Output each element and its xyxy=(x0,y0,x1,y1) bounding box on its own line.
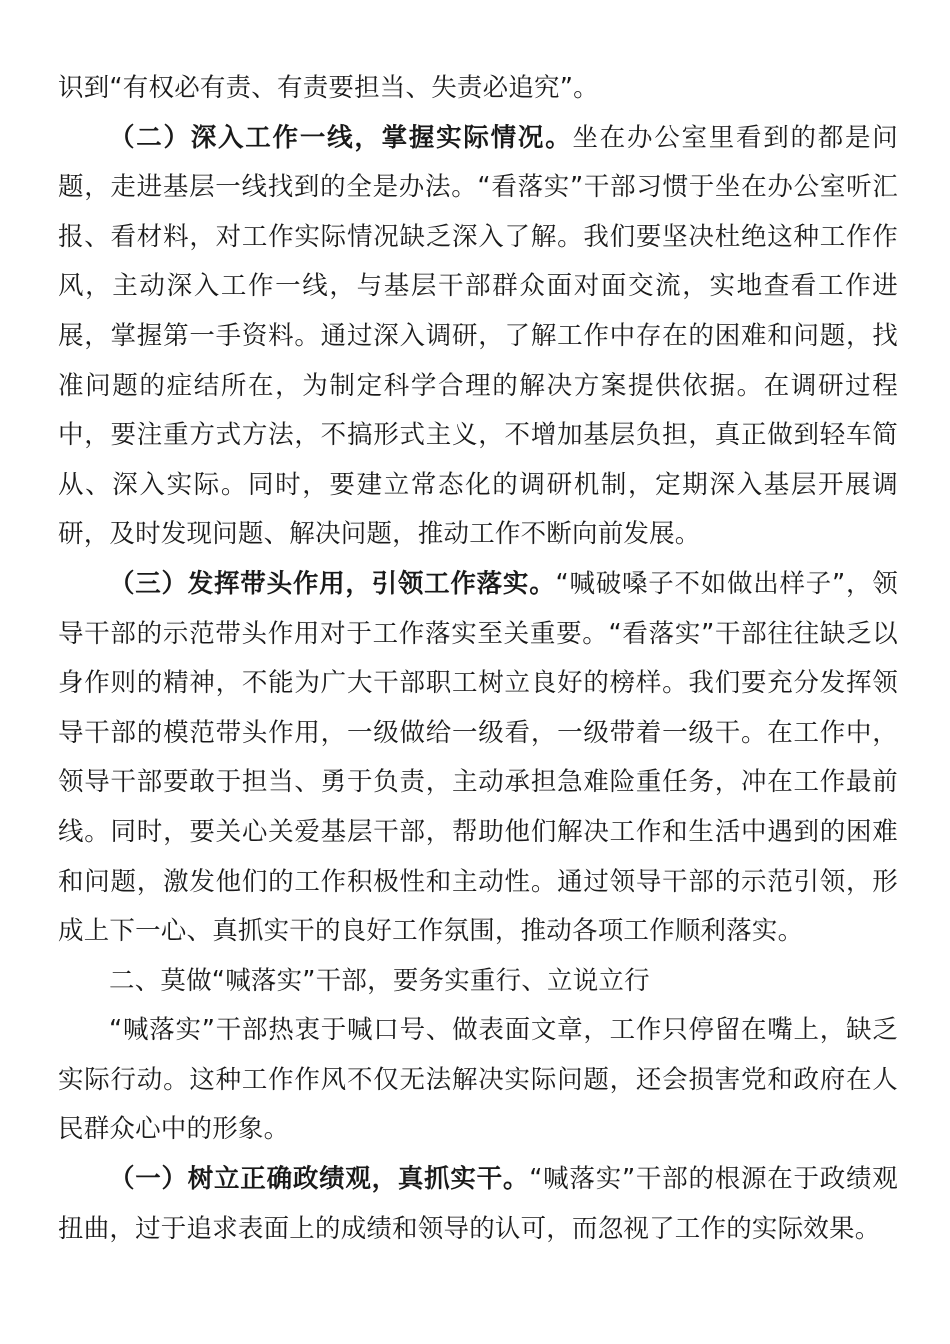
paragraph-section-2 xyxy=(58,114,898,560)
section-heading: 二、莫做“喊落实”干部，要务实重行、立说立行 xyxy=(109,965,650,996)
paragraph-text: 识到“有权必有责、有责要担当、失责必追究”。 xyxy=(58,73,599,103)
document-page xyxy=(58,64,898,1254)
paragraph-lead: （二）深入工作一线，掌握实际情况。 xyxy=(109,122,573,153)
paragraph-lead: （一）树立正确政绩观，真抓实干。 xyxy=(109,1164,530,1195)
paragraph-text: “喊落实”干部的根源在于政绩观扭曲，过于追求表面上的成绩和领导的认可，而忽视了工作的实际效果。 xyxy=(58,1164,898,1244)
paragraph-subsection-1 xyxy=(58,1155,898,1254)
paragraph-lead: （三）发挥带头作用，引领工作落实。 xyxy=(109,568,556,599)
paragraph-text: 坐在办公室里看到的都是问题，走进基层一线找到的全是办法。“看落实”干部习惯于坐在办公室听汇报、看材料，对工作实际情况缺乏深入了解。我们要坚决杜绝这种工作作风，主动深入工作一线，与基层干部群众面对面交流，实地查看工作进展，掌握第一手资料。通过深入调研，了解工作中存在的困难和问题，找准问题的症结所在，为制定科学合理的解决方案提供依据。在调研过程中，要注重方式方法，不搞形式主义，不增加基层负担，真正做到轻车简从、深入实际。同时，要建立常态化的调研机制，定期深入基层开展调研，及时发现问题、解决问题，推动工作不断向前发展。 xyxy=(58,122,899,550)
paragraph-text: “喊落实”干部热衷于喊口号、做表面文章，工作只停留在嘴上，缺乏实际行动。这种工作作风不仅无法解决实际问题，还会损害党和政府在人民群众心中的形象。 xyxy=(58,1015,898,1145)
paragraph-continuation xyxy=(58,64,898,114)
paragraph-intro xyxy=(58,1006,898,1155)
paragraph-section-3 xyxy=(58,560,898,957)
paragraph-text: “喊破嗓子不如做出样子”，领导干部的示范带头作用对于工作落实至关重要。“看落实”干部往往缺乏以身作则的精神，不能为广大干部职工树立良好的榜样。我们要充分发挥领导干部的模范带头作用，一级做给一级看，一级带着一级干。在工作中，领导干部要敢于担当、勇于负责，主动承担急难险重任务，冲在工作最前线。同时，要关心关爱基层干部，帮助他们解决工作和生活中遇到的困难和问题，激发他们的工作积极性和主动性。通过领导干部的示范引领，形成上下一心、真抓实干的良好工作氛围，推动各项工作顺利落实。 xyxy=(58,568,898,947)
